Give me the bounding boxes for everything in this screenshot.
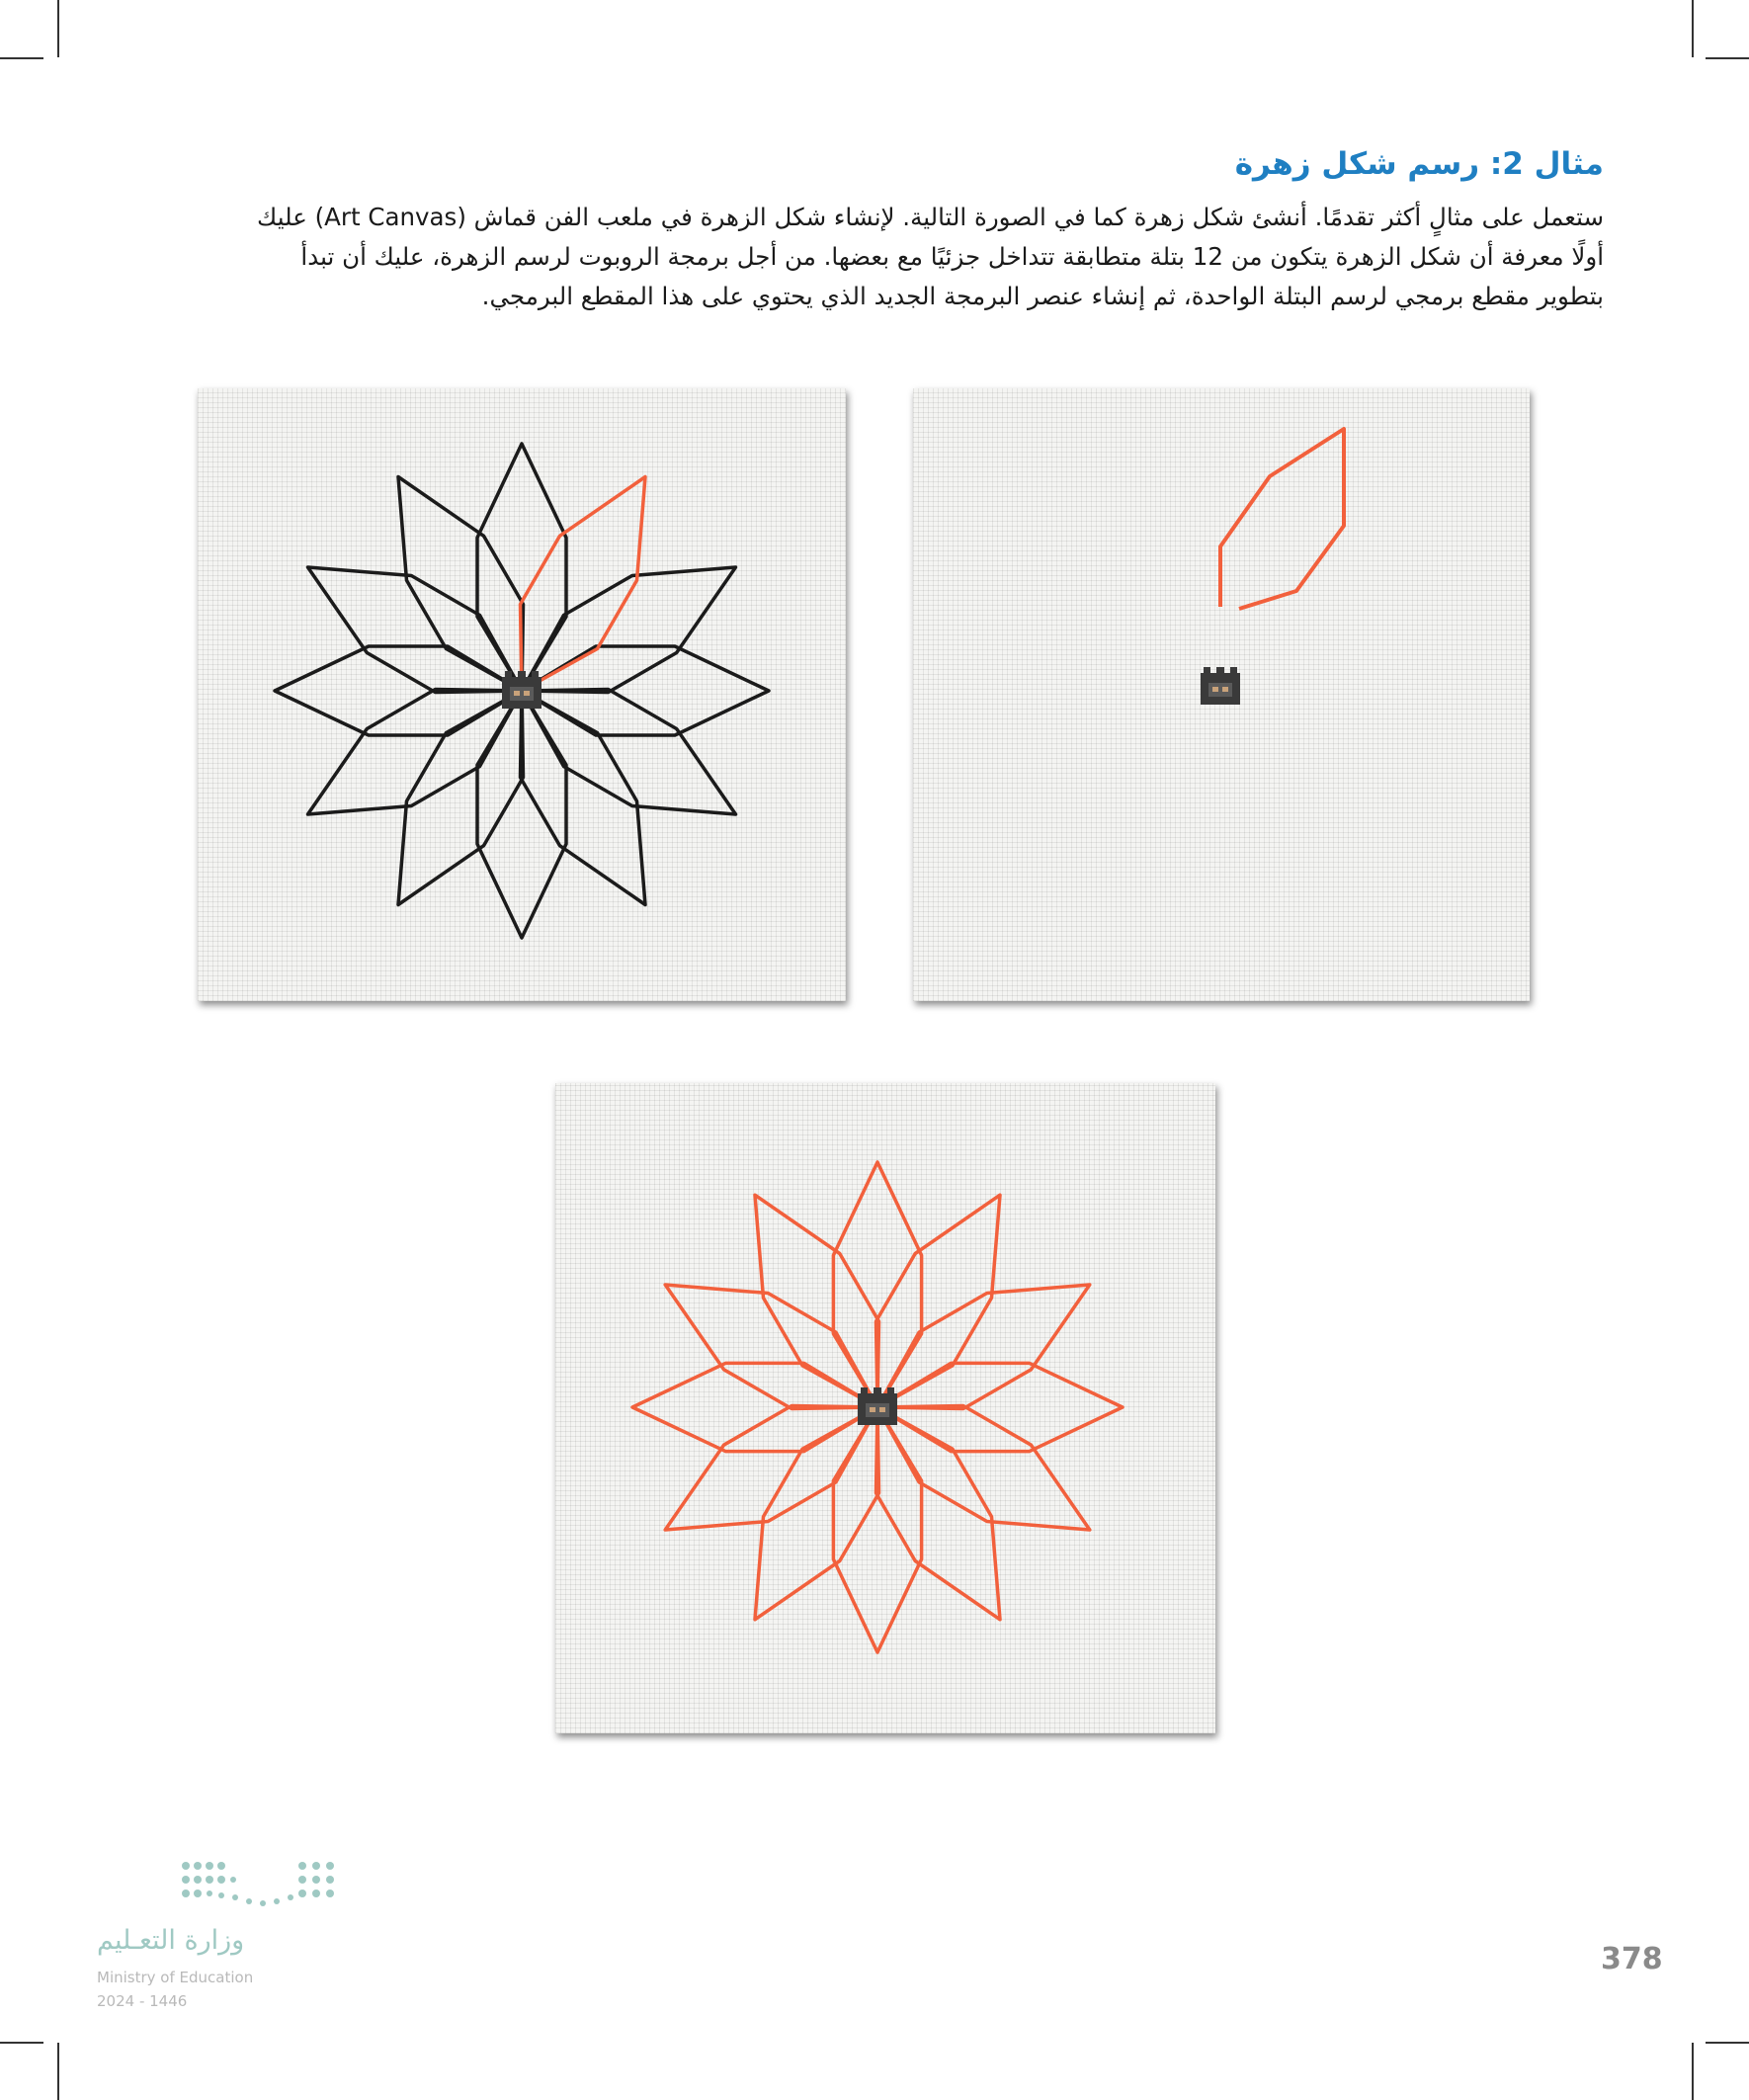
crop-mark [57, 2043, 59, 2100]
black-flower-figure [198, 388, 846, 1001]
section-heading: مثال 2: رسم شكل زهرة [1234, 146, 1604, 182]
crop-mark [1706, 2042, 1749, 2044]
paragraph-line: ستعمل على مثالٍ أكثر تقدمًا. أنشئ شكل زهرة كما في الصورة التالية. لإنشاء شكل الزهرة في ملعب الفن قماش (Art Canvas) عليك [257, 203, 1604, 231]
robot-icon [1201, 667, 1240, 705]
robot-icon [502, 671, 541, 709]
edition-year: 2024 - 1446 [97, 1992, 188, 2010]
orange-flower-figure [555, 1083, 1215, 1733]
intro-paragraph [131, 198, 1604, 316]
page-number: 378 [1601, 1942, 1663, 1976]
single-petal-canvas [913, 388, 1530, 1001]
flower-highlight-canvas [198, 388, 846, 1001]
crop-mark [0, 57, 43, 59]
crop-mark [1706, 57, 1749, 59]
paragraph-line: أولًا معرفة أن شكل الزهرة يتكون من 12 بتلة متطابقة تتداخل جزئيًا مع بعضها. من أجل برمجة الروبوت لرسم الزهرة، عليك أن تبدأ [300, 242, 1604, 271]
orange-single-petal [1220, 429, 1344, 609]
crop-mark [57, 0, 59, 57]
robot-icon [858, 1387, 897, 1425]
crop-mark [1692, 2043, 1694, 2100]
ministry-name-arabic: وزارة التعـليم [97, 1925, 245, 1956]
orange-flower-canvas [555, 1083, 1215, 1733]
ministry-logo-dots [178, 1858, 346, 1915]
paragraph-line: بتطوير مقطع برمجي لرسم البتلة الواحدة، ثم إنشاء عنصر البرمجة الجديد الذي يحتوي على هذا المقطع البرمجي. [481, 282, 1604, 310]
single-petal-figure [913, 388, 1530, 1001]
petal-path [1217, 607, 1221, 611]
crop-mark [1692, 0, 1694, 57]
ministry-name-english: Ministry of Education [97, 1969, 254, 1986]
crop-mark [0, 2042, 43, 2044]
